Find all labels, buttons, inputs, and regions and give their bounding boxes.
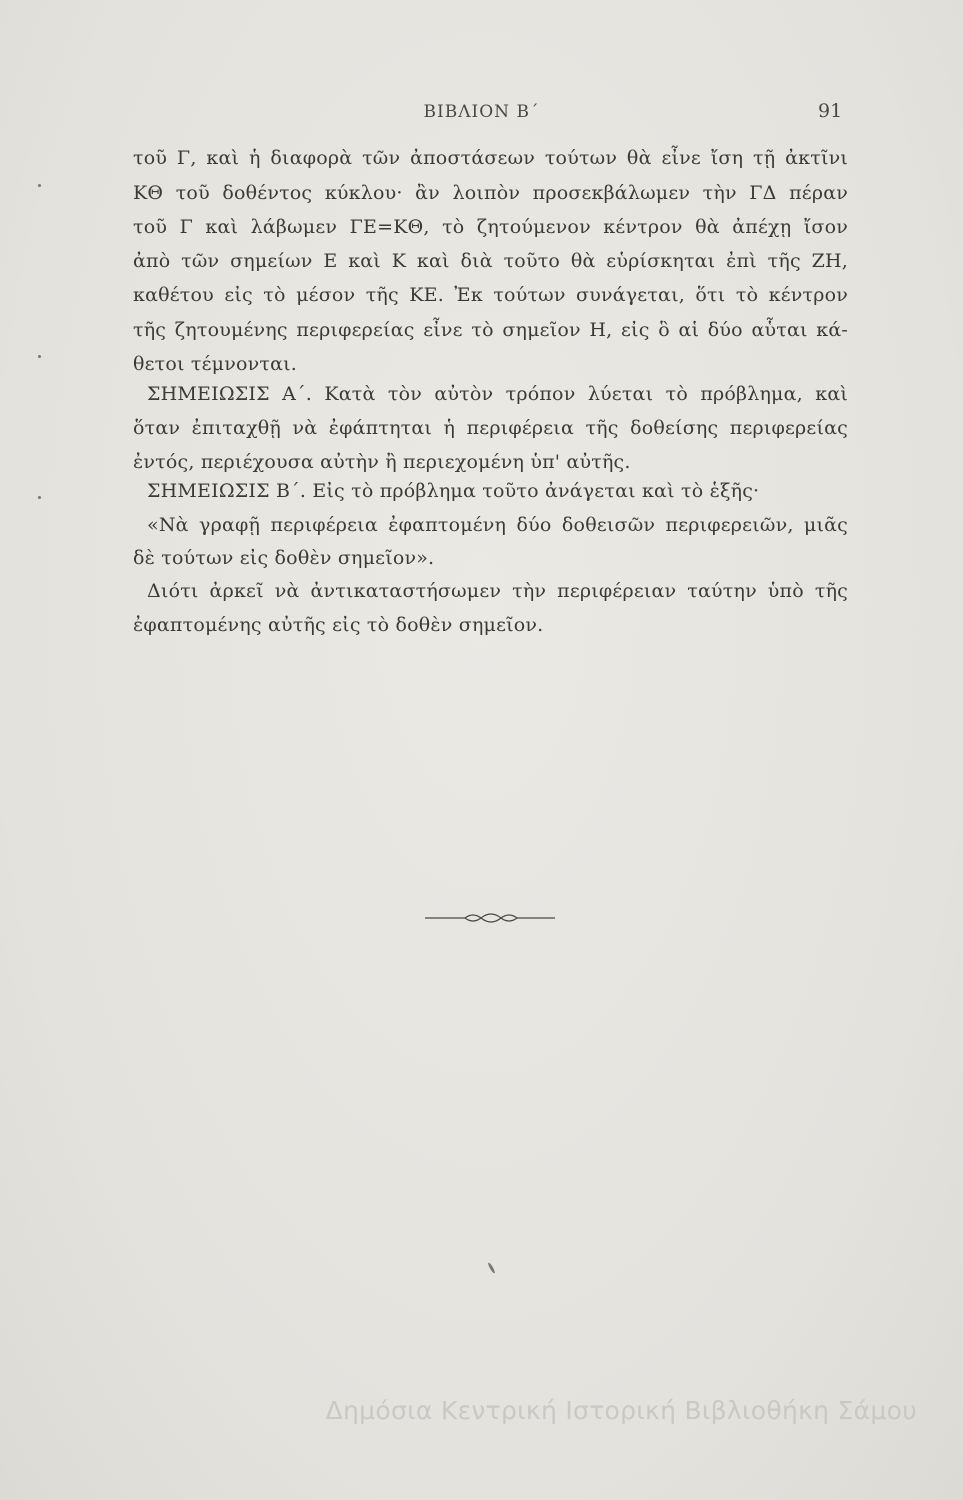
quoted-problem-line: «Νὰ γραφῇ περιφέρεια ἐφαπτομένη δύο δοθεισῶν περιφερειῶν, μιᾶς [147, 514, 848, 536]
body-line: θετοι τέμνονται. [133, 353, 297, 375]
body-line: τοῦ Γ καὶ λάβωμεν ΓΕ=ΚΘ, τὸ ζητούμενον κέντρον θὰ ἀπέχῃ ἴσον [133, 216, 848, 238]
body-line: ΚΘ τοῦ δοθέντος κύκλου· ἂν λοιπὸν προσεκβάλωμεν τὴν ΓΔ πέραν [133, 182, 848, 204]
body-line: ὅταν ἐπιταχθῇ νὰ ἐφάπτηται ἡ περιφέρεια τῆς δοθείσης περιφερείας [133, 417, 848, 439]
body-line: τοῦ Γ, καὶ ἡ διαφορὰ τῶν ἀποστάσεων τούτων θὰ εἶνε ἴση τῇ ἀκτῖνι [133, 147, 848, 169]
body-line: καθέτου εἰς τὸ μέσον τῆς ΚΕ. Ἐκ τούτων συνάγεται, ὅτι τὸ κέντρον [133, 284, 848, 306]
body-line: ἐφαπτομένης αὐτῆς εἰς τὸ δοθὲν σημεῖον. [133, 614, 544, 636]
body-line: τῆς ζητουμένης περιφερείας εἶνε τὸ σημεῖον Η, εἰς ὃ αἱ δύο αὗται κά- [133, 319, 848, 341]
page-number: 91 [818, 100, 843, 122]
note-a-heading-line: ΣΗΜΕΙΩΣΙΣ Α΄. Κατὰ τὸν αὐτὸν τρόπον λύεται τὸ πρόβλημα, καὶ [147, 383, 848, 405]
body-line: Διότι ἀρκεῖ νὰ ἀντικαταστήσωμεν τὴν περιφέρειαν ταύτην ὑπὸ τῆς [147, 580, 848, 602]
body-line: ἐντός, περιέχουσα αὐτὴν ἢ περιεχομένη ὑπ' αὐτῆς. [133, 451, 631, 473]
ink-speck [38, 184, 41, 187]
body-line: δὲ τούτων εἰς δοθὲν σημεῖον». [133, 547, 435, 569]
ink-speck [38, 496, 41, 499]
ink-speck [487, 1262, 496, 1274]
running-header-title: ΒΙΒΛΙΟΝ Β΄ [423, 102, 540, 122]
note-b-heading-line: ΣΗΜΕΙΩΣΙΣ Β΄. Εἰς τὸ πρόβλημα τοῦτο ἀνάγεται καὶ τὸ ἑξῆς· [147, 480, 760, 502]
ink-speck [38, 355, 41, 358]
body-line: ἀπὸ τῶν σημείων Ε καὶ Κ καὶ διὰ τοῦτο θὰ εὑρίσκηται ἐπὶ τῆς ΖΗ, [133, 250, 848, 272]
ornamental-divider [425, 908, 555, 928]
library-watermark: Δημόσια Κεντρική Ιστορική Βιβλιοθήκη Σάμου [325, 1396, 917, 1425]
